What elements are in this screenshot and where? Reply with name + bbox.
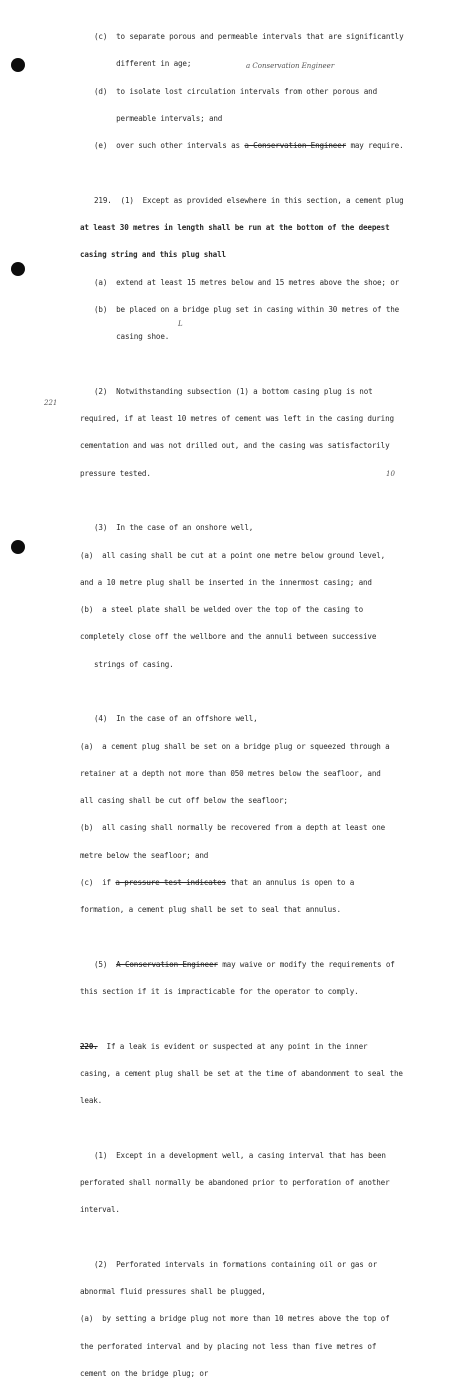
text-line: different in age; <box>94 59 192 69</box>
text-line: at least 30 metres in length shall be run at the bottom of the deepest <box>80 223 390 233</box>
section-number: 220. <box>80 1041 98 1051</box>
text-line: this section if it is impracticable for the operator to comply. <box>80 987 359 997</box>
text-line: cement on the bridge plug; or <box>80 1368 209 1378</box>
binder-hole <box>11 540 25 554</box>
text-line: formation, a cement plug shall be set to seal that annulus. <box>80 905 341 915</box>
struck-text: A Conservation Engineer <box>116 959 218 969</box>
text-line: (a) by setting a bridge plug not more than 10 metres above the top of <box>80 1314 390 1324</box>
text-line: required, if at least 10 metres of cement was left in the casing during <box>80 414 394 424</box>
struck-text: a Conservation Engineer <box>244 141 347 151</box>
document-text <box>80 14 452 1396</box>
text-line: strings of casing. <box>94 659 174 669</box>
struck-text: a pressure test indicates <box>115 877 226 887</box>
text-line: leak. <box>80 1096 103 1106</box>
binder-hole <box>11 58 25 72</box>
text-line: 220. If a leak is evident or suspected at any point in the inner <box>80 1041 368 1051</box>
text-line: metre below the seafloor; and <box>80 850 209 860</box>
text-line: (2) Notwithstanding subsection (1) a bottom casing plug is not <box>94 386 373 396</box>
text-line: (c) to separate porous and permeable intervals that are significantly <box>94 32 404 42</box>
text-line: casing shoe. <box>94 332 170 342</box>
text-line: (b) a steel plate shall be welded over the top of the casing to <box>80 605 363 615</box>
text-line: (d) to isolate lost circulation intervals from other porous and <box>94 86 377 96</box>
text-line: (b) all casing shall normally be recovered from a depth at least one <box>80 823 386 833</box>
text-line: (4) In the case of an offshore well, <box>94 714 258 724</box>
text-line: abnormal fluid pressures shall be plugged, <box>80 1287 266 1297</box>
handwritten-note: L <box>178 320 183 328</box>
text-line: casing string and this plug shall <box>80 250 226 260</box>
text-line: and a 10 metre plug shall be inserted in the innermost casing; and <box>80 577 372 587</box>
text-line: (c) if a pressure test indicates that an annulus is open to a <box>80 877 355 887</box>
text-line: interval. <box>80 1205 120 1215</box>
text-line: (3) In the case of an onshore well, <box>94 523 254 533</box>
handwritten-note: 221 <box>44 399 58 407</box>
text-line: (1) Except in a development well, a casing interval that has been <box>94 1150 386 1160</box>
handwritten-note: 10 <box>386 470 395 478</box>
text-line: permeable intervals; and <box>94 114 223 124</box>
text-line: retainer at a depth not more than 050 metres below the seafloor, and <box>80 768 381 778</box>
text-line: casing, a cement plug shall be set at the time of abandonment to seal the <box>80 1068 403 1078</box>
text-line: the perforated interval and by placing not less than five metres of <box>80 1341 377 1351</box>
text-line: cementation and was not drilled out, and the casing was satisfactorily <box>80 441 390 451</box>
handwritten-note: a Conservation Engineer <box>246 62 335 70</box>
text-line: (e) over such other intervals as a Conservation Engineer may require. <box>94 141 404 151</box>
text-line: (b) be placed on a bridge plug set in casing within 30 metres of the <box>94 305 400 314</box>
text-line: (2) Perforated intervals in formations containing oil or gas or <box>94 1259 377 1269</box>
text-line: completely close off the wellbore and the annuli between successive <box>80 632 377 642</box>
text-line: perforated shall normally be abandoned prior to perforation of another <box>80 1178 390 1187</box>
text-line: (a) all casing shall be cut at a point one metre below ground level, <box>80 550 386 560</box>
text-line: (5) A Conservation Engineer may waive or modify the requirements of <box>94 959 395 969</box>
text-line: (a) a cement plug shall be set on a bridge plug or squeezed through a <box>80 741 390 751</box>
text-line: (a) extend at least 15 metres below and 15 metres above the shoe; or <box>94 277 400 287</box>
text-line: all casing shall be cut off below the seafloor; <box>80 796 288 806</box>
text-line: pressure tested. <box>80 468 151 478</box>
text-line: 219. (1) Except as provided elsewhere in this section, a cement plug <box>94 195 404 205</box>
binder-hole <box>11 262 25 276</box>
